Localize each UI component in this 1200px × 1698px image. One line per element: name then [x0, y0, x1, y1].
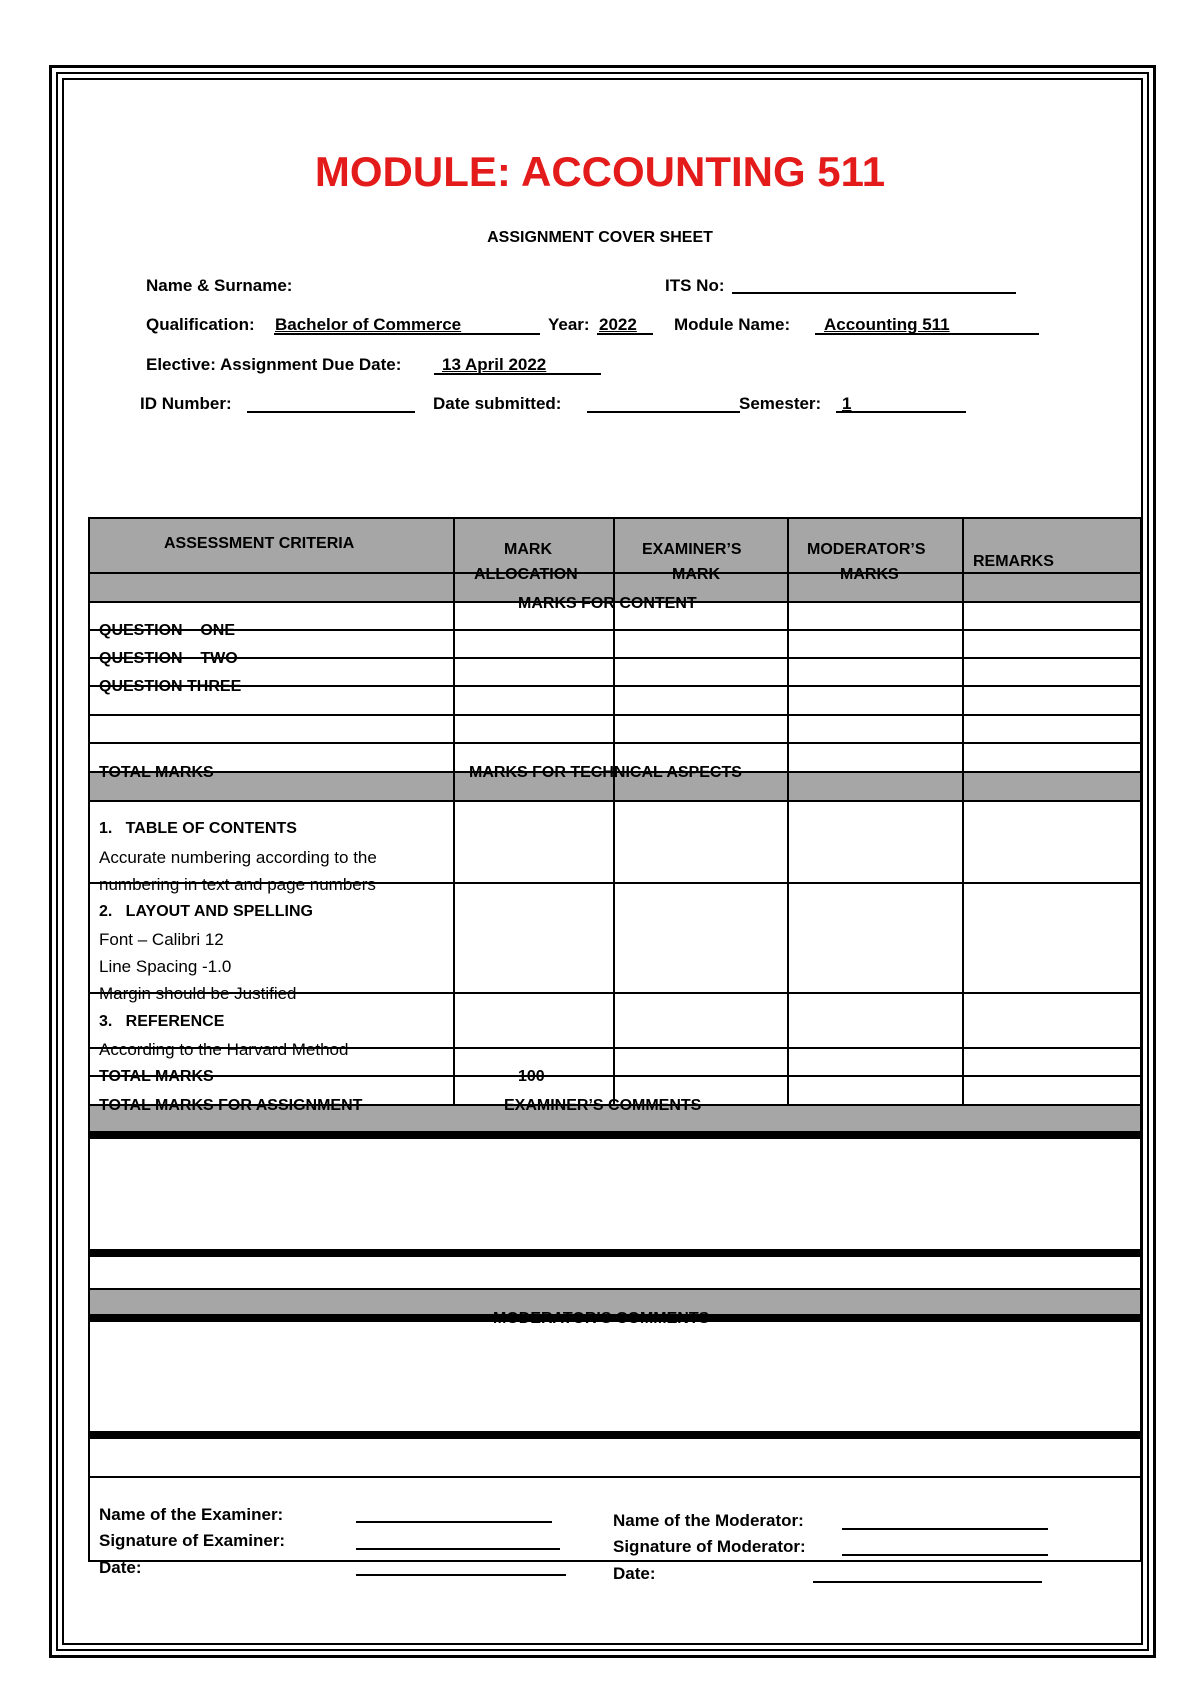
- reference-line1: According to the Harvard Method: [99, 1040, 349, 1059]
- header-examiner-mark-line2: MARK: [672, 566, 720, 583]
- examiner-date-label: Date:: [99, 1558, 142, 1577]
- header-moderator-marks-line1: MODERATOR’S: [807, 541, 926, 558]
- col-divider-4: [962, 517, 964, 1104]
- semester-value: 1: [842, 394, 852, 413]
- table-right-border: [1140, 517, 1142, 1561]
- question-two-label: QUESTION TWO: [99, 650, 238, 667]
- row-line: [88, 742, 1141, 744]
- page-subtitle: ASSIGNMENT COVER SHEET: [487, 229, 713, 246]
- layout-heading: 2. LAYOUT AND SPELLING: [99, 903, 313, 920]
- its-field[interactable]: [732, 292, 1016, 294]
- row-line: [88, 572, 1141, 574]
- layout-line3: Margin should be Justified: [99, 984, 297, 1003]
- comments-top-border: [88, 1131, 1141, 1139]
- elective-label: Elective: Assignment Due Date:: [146, 355, 402, 374]
- signature-row-bottom: [88, 1560, 1141, 1562]
- examiner-name-label: Name of the Examiner:: [99, 1505, 284, 1524]
- qualification-line: [274, 333, 540, 335]
- total-marks-label-2: TOTAL MARKS: [99, 1068, 214, 1085]
- date-submitted-field[interactable]: [587, 411, 740, 413]
- layout-line2: Line Spacing -1.0: [99, 957, 232, 976]
- module-name-label: Module Name:: [674, 315, 791, 334]
- examiner-signature-label: Signature of Examiner:: [99, 1531, 286, 1550]
- due-date-line: [434, 373, 601, 375]
- examiner-comments-area[interactable]: [90, 1139, 1140, 1249]
- toc-line1: Accurate numbering according to the: [99, 848, 377, 867]
- technical-section-label: MARKS FOR TECHNICAL ASPECTS: [469, 764, 742, 781]
- moderator-date-label: Date:: [613, 1564, 656, 1583]
- its-label: ITS No:: [665, 276, 725, 295]
- row-line: [88, 1288, 1141, 1290]
- row-line: [88, 1476, 1141, 1478]
- row-line: [88, 657, 1141, 659]
- layout-line1: Font – Calibri 12: [99, 930, 224, 949]
- col-divider-3: [787, 517, 789, 1104]
- module-name-line: [815, 333, 1039, 335]
- moderator-signature-field[interactable]: [842, 1554, 1048, 1556]
- total-marks-assignment-label: TOTAL MARKS FOR ASSIGNMENT: [99, 1097, 363, 1114]
- qualification-value: Bachelor of Commerce: [275, 315, 462, 334]
- header-assessment-criteria: ASSESSMENT CRITERIA: [164, 535, 355, 552]
- row-line: [88, 629, 1141, 631]
- moderator-signature-label: Signature of Moderator:: [613, 1537, 806, 1556]
- row-line: [88, 714, 1141, 716]
- moderator-comments-area[interactable]: [90, 1322, 1140, 1431]
- reference-heading: 3. REFERENCE: [99, 1013, 225, 1030]
- question-one-label: QUESTION ONE: [99, 622, 236, 639]
- toc-heading: 1. TABLE OF CONTENTS: [99, 820, 297, 837]
- name-label: Name & Surname:: [146, 276, 293, 295]
- semester-line: [836, 411, 966, 413]
- moderator-name-label: Name of the Moderator:: [613, 1511, 804, 1530]
- header-mark-allocation-line2: ALLOCATION: [474, 566, 578, 583]
- examiner-signature-field[interactable]: [356, 1548, 560, 1550]
- page-title: MODULE: ACCOUNTING 511: [314, 148, 886, 195]
- examiner-name-field[interactable]: [356, 1521, 552, 1523]
- module-name-value: Accounting 511: [824, 315, 950, 334]
- header-mark-allocation-line1: MARK: [504, 541, 552, 558]
- toc-line2: numbering in text and page numbers: [99, 875, 376, 894]
- year-line: [597, 333, 653, 335]
- col-divider-1: [453, 517, 455, 1104]
- moderator-comments-bottom-border: [88, 1431, 1141, 1439]
- id-number-label: ID Number:: [140, 394, 232, 413]
- row-line: [88, 685, 1141, 687]
- question-three-label: QUESTION THREE: [99, 678, 242, 695]
- moderator-date-field[interactable]: [813, 1581, 1042, 1583]
- semester-label: Semester:: [739, 394, 822, 413]
- total-marks-label: TOTAL MARKS: [99, 764, 214, 781]
- comments-bottom-border: [88, 1249, 1141, 1257]
- content-section-label: MARKS FOR CONTENT: [518, 595, 697, 612]
- year-value: 2022: [599, 315, 637, 334]
- id-number-field[interactable]: [247, 411, 415, 413]
- year-label: Year:: [548, 315, 590, 334]
- examiner-date-field[interactable]: [356, 1574, 566, 1576]
- moderator-comments-label: MODERATOR’S COMMENTS: [493, 1310, 710, 1327]
- row-line: [88, 1075, 1141, 1077]
- header-examiner-mark-line1: EXAMINER’S: [642, 541, 742, 558]
- examiner-comments-label: EXAMINER’S COMMENTS: [504, 1097, 702, 1114]
- due-date-value: 13 April 2022: [442, 355, 547, 374]
- moderator-name-field[interactable]: [842, 1528, 1048, 1530]
- header-remarks: REMARKS: [973, 553, 1054, 570]
- row-line: [88, 800, 1141, 802]
- total-marks-value: 100: [518, 1068, 545, 1085]
- date-submitted-label: Date submitted:: [433, 394, 562, 413]
- header-moderator-marks-line2: MARKS: [840, 566, 899, 583]
- qualification-label: Qualification:: [146, 315, 255, 334]
